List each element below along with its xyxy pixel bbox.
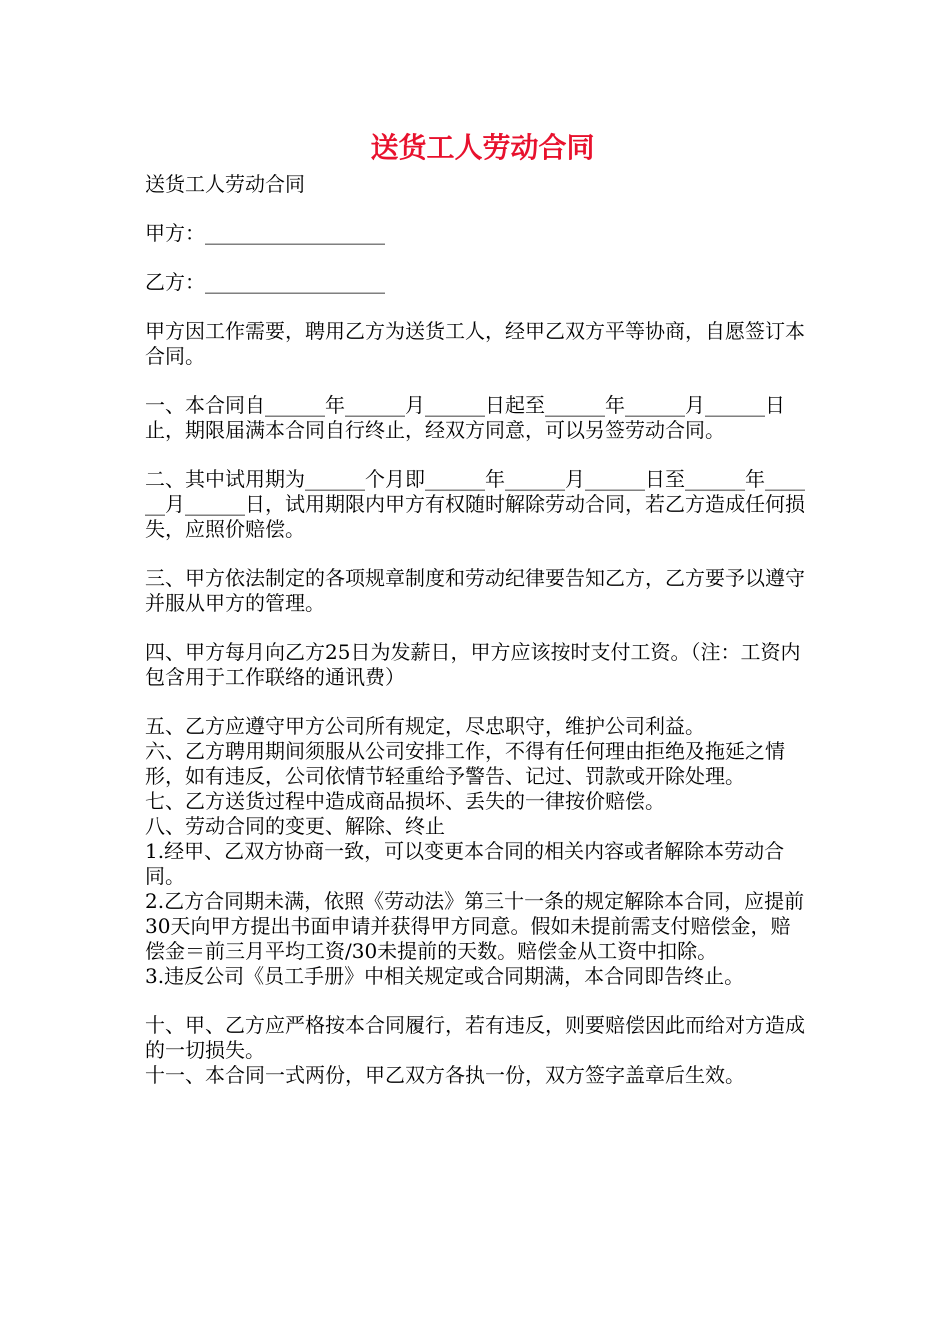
clause-2: 二、其中试用期为______个月即______年______月______日至______年______月______日，试用期限内甲方有权随时解除劳动合同，若乙方造成任何损失，应照价赔偿。	[145, 467, 805, 541]
clause-8-item-3: 3.违反公司《员工手册》中相关规定或合同期满，本合同即告终止。	[145, 964, 745, 988]
preamble-paragraph: 甲方因工作需要，聘用乙方为送货工人，经甲乙双方平等协商，自愿签订本合同。	[145, 319, 805, 368]
clause-8-heading: 八、劳动合同的变更、解除、终止	[145, 814, 445, 838]
party-a-line: 甲方：__________________	[145, 221, 385, 245]
document-title: 送货工人劳动合同	[370, 131, 595, 164]
clause-8-item-2: 2.乙方合同期未满，依照《劳动法》第三十一条的规定解除本合同，应提前30天向甲方提出书面申请并获得甲方同意。假如未提前需支付赔偿金，赔偿金＝前三月平均工资/30未提前的天数。赔偿金从工资中扣除。	[145, 889, 805, 963]
clause-8-item-1: 1.经甲、乙双方协商一致，可以变更本合同的相关内容或者解除本劳动合同。	[145, 839, 785, 888]
document-page	[145, 128, 810, 1088]
subtitle-line: 送货工人劳动合同	[145, 172, 305, 196]
clause-11: 十一、本合同一式两份，甲乙双方各执一份，双方签字盖章后生效。	[145, 1063, 745, 1087]
clause-5: 五、乙方应遵守甲方公司所有规定，尽忠职守，维护公司利益。	[145, 714, 705, 738]
clause-7: 七、乙方送货过程中造成商品损坏、丢失的一律按价赔偿。	[145, 789, 665, 813]
party-b-line: 乙方：__________________	[145, 270, 385, 294]
clause-4: 四、甲方每月向乙方25日为发薪日，甲方应该按时支付工资。（注：工资内包含用于工作联络的通讯费）	[145, 640, 801, 689]
clause-6: 六、乙方聘用期间须服从公司安排工作，不得有任何理由拒绝及拖延之情形，如有违反，公司依情节轻重给予警告、记过、罚款或开除处理。	[145, 739, 785, 788]
clause-3: 三、甲方依法制定的各项规章制度和劳动纪律要告知乙方，乙方要予以遵守并服从甲方的管理。	[145, 566, 805, 615]
clause-1: 一、本合同自______年______月______日起至______年______月______日止，期限届满本合同自行终止，经双方同意，可以另签劳动合同。	[145, 393, 785, 442]
clause-10: 十、甲、乙方应严格按本合同履行，若有违反，则要赔偿因此而给对方造成的一切损失。	[145, 1013, 805, 1062]
